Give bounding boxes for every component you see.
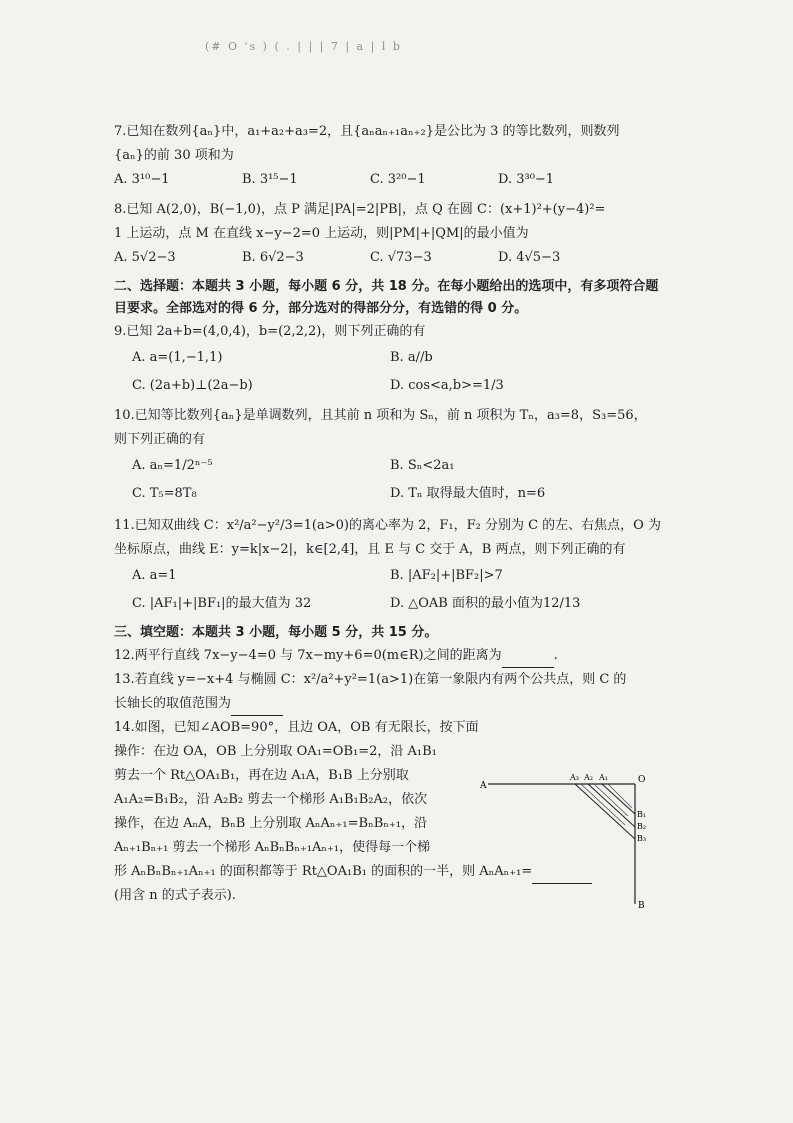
q11-option-a: A. a=1 (132, 568, 177, 583)
q9-stem: 9.已知 2a+b=(4,0,4)，b=(2,2,2)，则下列正确的有 (114, 324, 426, 339)
q11-option-b: B. |AF₂|+|BF₂|>7 (390, 568, 503, 583)
q10-option-b: B. Sₙ<2a₁ (390, 458, 455, 473)
q7-option-a: A. 3¹⁰−1 (114, 172, 170, 187)
q10-option-d: D. Tₙ 取得最大值时，n=6 (390, 486, 546, 501)
q9-option-d: D. cos<a,b>=1/3 (390, 378, 504, 393)
q14-line5: 操作，在边 AₙA，BₙB 上分别取 AₙAₙ₊₁=BₙBₙ₊₁，沿 (114, 816, 427, 831)
question-12 (114, 644, 659, 668)
q11-line2: 坐标原点，曲线 E：y=k|x−2|，k∈[2,4]，且 E 与 C 交于 A，B 两点，则下列正确的有 (114, 542, 626, 557)
label-a1: A₁ (599, 773, 608, 782)
q8-option-c: C. √73−3 (370, 250, 432, 265)
q13-line2 (114, 692, 659, 716)
section-3-heading (114, 622, 659, 644)
q7-line1: 7.已知在数列{aₙ}中，a₁+a₂+a₃=2，且{aₙaₙ₊₁aₙ₊₂}是公比为 3 的等比数列，则数列 (114, 124, 620, 139)
question-11 (114, 514, 659, 618)
faded-header-text: (# O 's ) ( . | | | 7 | a | l b (205, 40, 402, 53)
q12-text: 12.两平行直线 7x−y−4=0 与 7x−my+6=0(m∈R)之间的距离为 (114, 648, 502, 663)
hatch-3 (581, 784, 625, 825)
q10-line2: 则下列正确的有 (114, 432, 206, 447)
q9-options-row1 (114, 344, 659, 372)
cut-a2b2 (588, 784, 635, 827)
q7-line2: {aₙ}的前 30 项和为 (114, 148, 234, 163)
q8-line2: 1 上运动，点 M 在直线 x−y−2=0 上运动，则|PM|+|QM|的最小值为 (114, 226, 529, 241)
q8-option-d: D. 4√5−3 (498, 250, 561, 265)
cut-a3b3 (575, 784, 635, 839)
q14-line6: Aₙ₊₁Bₙ₊₁ 剪去一个梯形 AₙBₙBₙ₊₁Aₙ₊₁，使得每一个梯 (114, 840, 431, 855)
q7-option-b: B. 3¹⁵−1 (242, 172, 298, 187)
q14-line1: 14.如图，已知∠AOB=90°，且边 OA，OB 有无限长，按下面 (114, 720, 479, 735)
q14-line4: A₁A₂=B₁B₂，沿 A₂B₂ 剪去一个梯形 A₁B₁B₂A₂，依次 (114, 792, 428, 807)
q8-line1: 8.已知 A(2,0)，B(−1,0)，点 P 满足|PA|=2|PB|，点 Q 在圆 C：(x+1)²+(y−4)²= (114, 202, 606, 217)
q11-line1: 11.已知双曲线 C：x²/a²−y²/3=1(a>0)的离心率为 2，F₁，F₂ 分别为 C 的左、右焦点，O 为 (114, 518, 661, 533)
label-o: O (638, 775, 646, 785)
q14-line8: (用含 n 的式子表示). (114, 888, 236, 903)
q14-line7-text: 形 AₙBₙBₙ₊₁Aₙ₊₁ 的面积都等于 Rt△OA₁B₁ 的面积的一半，则 AₙAₙ₊₁= (114, 864, 533, 879)
question-10 (114, 404, 659, 508)
q8-options (114, 246, 659, 270)
q7-option-c: C. 3²⁰−1 (370, 172, 426, 187)
q11-option-c: C. |AF₁|+|BF₁|的最大值为 32 (132, 596, 312, 611)
q13-line1: 13.若直线 y=−x+4 与椭圆 C：x²/a²+y²=1(a>1)在第一象限内有两个公共点，则 C 的 (114, 672, 627, 687)
hatch-1 (608, 784, 632, 808)
q9-options-row2 (114, 372, 659, 400)
section-2-line1: 二、选择题：本题共 3 小题，每小题 6 分，共 18 分。在每小题给出的选项中，有多项符合题 (114, 279, 659, 294)
q9-option-a: A. a=(1,−1,1) (132, 350, 223, 365)
q14-line3: 剪去一个 Rt△OA₁B₁，再在边 A₁A，B₁B 上分别取 (114, 768, 409, 783)
q10-options-row2 (114, 480, 659, 508)
q11-options-row2 (114, 590, 659, 618)
question-8 (114, 198, 659, 270)
section-2-heading (114, 276, 659, 320)
section-3-line1: 三、填空题：本题共 3 小题，每小题 5 分，共 15 分。 (114, 625, 438, 640)
q14-line2: 操作：在边 OA，OB 上分别取 OA₁=OB₁=2，沿 A₁B₁ (114, 744, 437, 759)
label-a3: A₃ (570, 773, 579, 782)
q7-option-d: D. 3³⁰−1 (498, 172, 555, 187)
label-b2: B₂ (637, 822, 647, 831)
cut-a1b1 (602, 784, 635, 814)
q11-option-d: D. △OAB 面积的最小值为12/13 (390, 596, 581, 611)
q7-options (114, 168, 659, 192)
label-a: A (480, 781, 487, 791)
label-b1: B₁ (637, 810, 647, 819)
question-7 (114, 120, 659, 192)
q12-end: . (553, 648, 558, 663)
question-9 (114, 320, 659, 400)
q11-options-row1 (114, 562, 659, 590)
label-b3: B₃ (637, 834, 647, 843)
label-b: B (638, 901, 645, 910)
q9-option-c: C. (2a+b)⊥(2a−b) (132, 378, 253, 393)
hatch-2 (594, 784, 628, 816)
q9-option-b: B. a//b (390, 350, 433, 365)
label-a2: A₂ (584, 773, 593, 782)
q10-options-row1 (114, 452, 659, 480)
q10-option-a: A. aₙ=1/2ⁿ⁻⁵ (132, 458, 213, 473)
q13-line2-text: 长轴长的取值范围为 (114, 696, 232, 711)
q8-option-b: B. 6√2−3 (242, 250, 304, 265)
question-13 (114, 668, 659, 716)
q10-option-c: C. T₅=8T₈ (132, 486, 197, 501)
q8-option-a: A. 5√2−3 (114, 250, 176, 265)
section-2-line2: 目要求。全部选对的得 6 分，部分选对的得部分分，有选错的得 0 分。 (114, 301, 528, 316)
q10-line1: 10.已知等比数列{aₙ}是单调数列，且其前 n 项和为 Sₙ，前 n 项积为 Tₙ，a₃=8，S₃=56， (114, 408, 647, 423)
q12-answer-blank[interactable] (502, 653, 554, 668)
q14-figure (480, 770, 650, 910)
q13-answer-blank[interactable] (231, 701, 283, 716)
